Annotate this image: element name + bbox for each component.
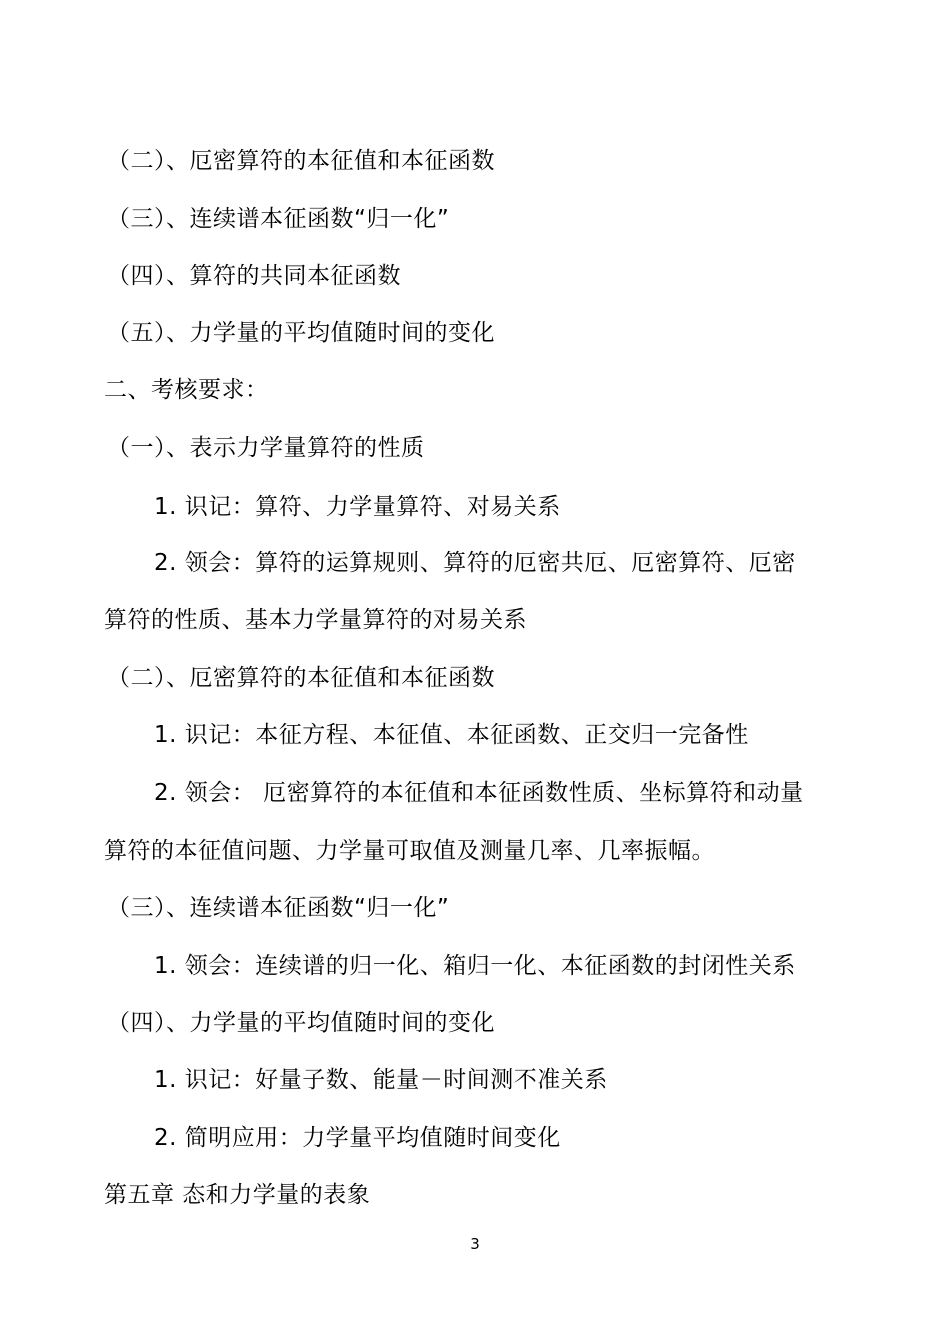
- list-item: 1. 识记：本征方程、本征值、本征函数、正交归一完备性: [154, 722, 749, 748]
- subsection-heading-2: （二）、厄密算符的本征值和本征函数: [107, 665, 495, 691]
- subsection-heading-4: （四）、力学量的平均值随时间的变化: [107, 1010, 495, 1036]
- page-number: 3: [470, 1235, 480, 1253]
- list-item: 2. 简明应用：力学量平均值随时间变化: [154, 1125, 561, 1151]
- list-item-continuation: 算符的性质、基本力学量算符的对易关系: [104, 607, 527, 633]
- list-item: 2. 领会： 厄密算符的本征值和本征函数性质、坐标算符和动量: [154, 780, 804, 806]
- subsection-heading-1: （一）、表示力学量算符的性质: [107, 435, 425, 461]
- chapter-heading: 第五章 态和力学量的表象: [104, 1182, 371, 1208]
- section-heading-4: （四）、算符的共同本征函数: [107, 263, 401, 289]
- section-heading-5: （五）、力学量的平均值随时间的变化: [107, 320, 495, 346]
- requirements-heading: 二、考核要求：: [104, 377, 269, 403]
- list-item: 1. 识记：算符、力学量算符、对易关系: [154, 494, 561, 520]
- section-heading-3: （三）、连续谱本征函数“归一化”: [107, 206, 450, 232]
- list-item: 2. 领会：算符的运算规则、算符的厄密共厄、厄密算符、厄密: [154, 550, 796, 576]
- subsection-heading-3: （三）、连续谱本征函数“归一化”: [107, 895, 450, 921]
- list-item: 1. 识记：好量子数、能量－时间测不准关系: [154, 1067, 608, 1093]
- list-item-continuation: 算符的本征值问题、力学量可取值及测量几率、几率振幅。: [104, 838, 715, 864]
- list-item: 1. 领会：连续谱的归一化、箱归一化、本征函数的封闭性关系: [154, 953, 796, 979]
- section-heading-2: （二）、厄密算符的本征值和本征函数: [107, 148, 495, 174]
